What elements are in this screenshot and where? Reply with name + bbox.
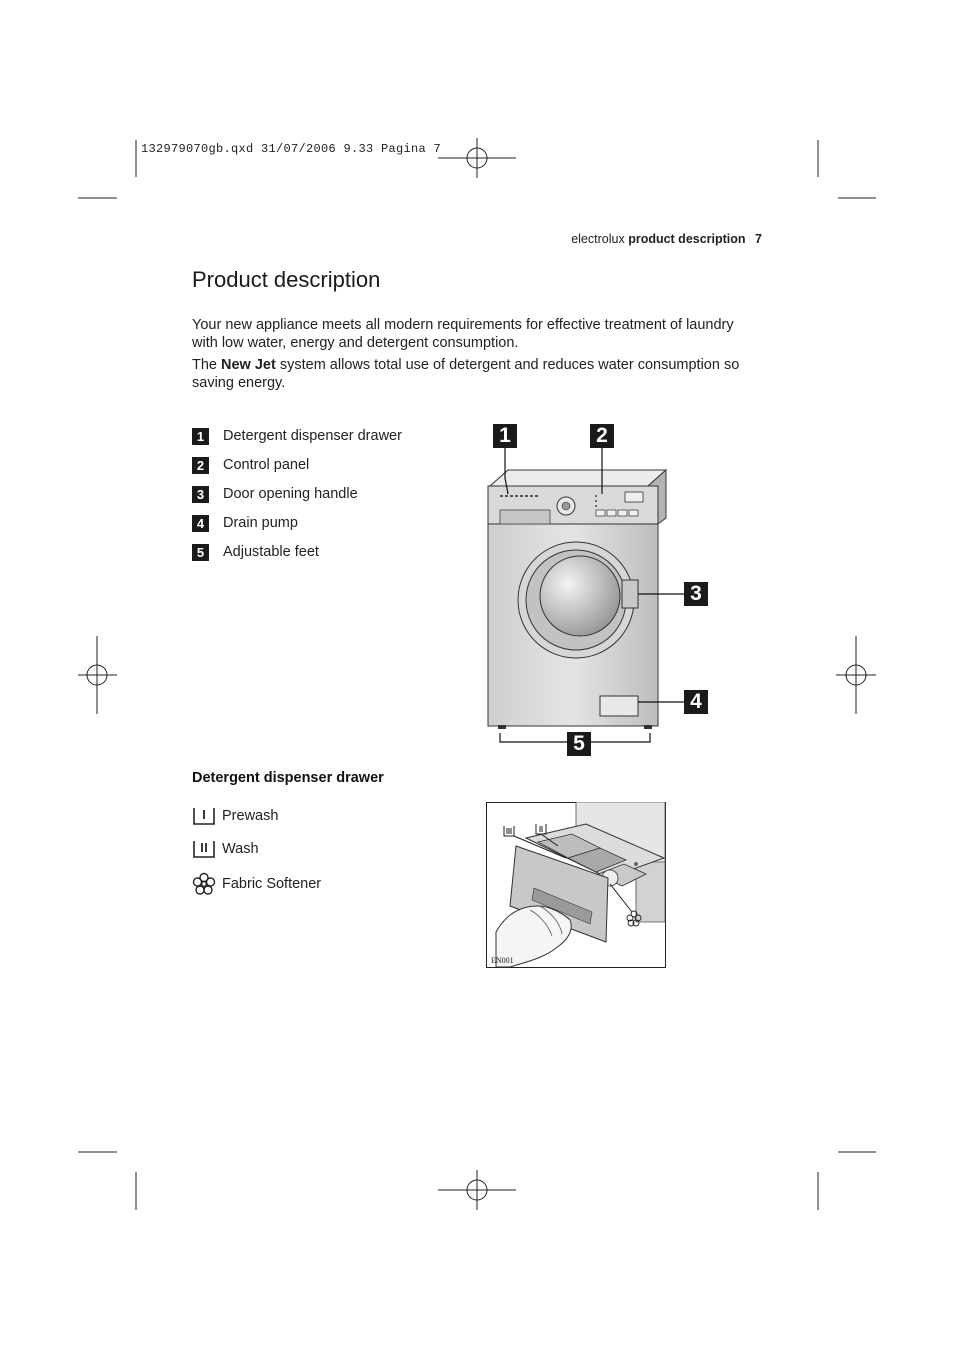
legend-item xyxy=(192,455,309,475)
intro-text xyxy=(192,316,762,396)
callout-1: 1 xyxy=(493,424,517,448)
callout-3: 3 xyxy=(684,582,708,606)
file-slug: 132979070gb.qxd 31/07/2006 9.33 Pagina 7 xyxy=(141,142,442,156)
callout-2: 2 xyxy=(590,424,614,448)
intro-paragraph-1: Your new appliance meets all modern requirements for effective treatment of laundry with low water, energy and detergent consumption. xyxy=(192,317,734,351)
door-handle xyxy=(622,580,638,608)
legend-item xyxy=(192,542,319,562)
legend-number: 4 xyxy=(192,515,209,532)
compartment-label: Wash xyxy=(222,841,259,857)
legend-number: 3 xyxy=(192,486,209,503)
legend-number: 2 xyxy=(192,457,209,474)
foot-right-icon xyxy=(644,725,652,729)
drain-pump-flap xyxy=(600,696,638,716)
legend-label: Drain pump xyxy=(223,515,298,531)
foot-left-icon xyxy=(498,725,506,729)
compartment-label: Fabric Softener xyxy=(222,876,322,892)
page-title: Product description xyxy=(192,267,381,292)
legend-item xyxy=(192,513,298,533)
compartment-item xyxy=(192,806,278,826)
running-head xyxy=(571,232,762,246)
running-head-section: product description xyxy=(628,232,746,246)
dispenser-drawer-front xyxy=(500,510,550,524)
running-head-brand: electrolux xyxy=(571,232,625,246)
display-icon xyxy=(625,492,643,502)
compartment-item xyxy=(192,839,259,859)
intro-paragraph-2: The New Jet system allows total use of detergent and reduces water consumption so saving energy. xyxy=(192,357,740,391)
legend-item xyxy=(192,484,358,504)
legend-label: Control panel xyxy=(223,457,310,473)
figure-code: EN001 xyxy=(491,956,514,965)
legend-label: Detergent dispenser drawer xyxy=(223,428,402,444)
compartment-item xyxy=(192,872,321,896)
legend-label: Adjustable feet xyxy=(223,544,319,560)
new-jet-term: New Jet xyxy=(221,357,276,373)
machine-top xyxy=(490,470,666,486)
callout-4: 4 xyxy=(684,690,708,714)
wash-icon xyxy=(192,839,216,859)
callout-5: 5 xyxy=(567,732,591,756)
compartment-label: Prewash xyxy=(222,808,279,824)
page-number: 7 xyxy=(755,232,762,246)
fabric-softener-icon xyxy=(192,872,216,896)
legend-label: Door opening handle xyxy=(223,486,358,502)
legend-item xyxy=(192,426,402,446)
prewash-icon xyxy=(192,806,216,826)
drawer-section-title: Detergent dispenser drawer xyxy=(192,770,384,786)
dispenser-drawer-illustration xyxy=(486,802,666,968)
legend-number: 1 xyxy=(192,428,209,445)
door-glass xyxy=(540,556,620,636)
legend-number: 5 xyxy=(192,544,209,561)
